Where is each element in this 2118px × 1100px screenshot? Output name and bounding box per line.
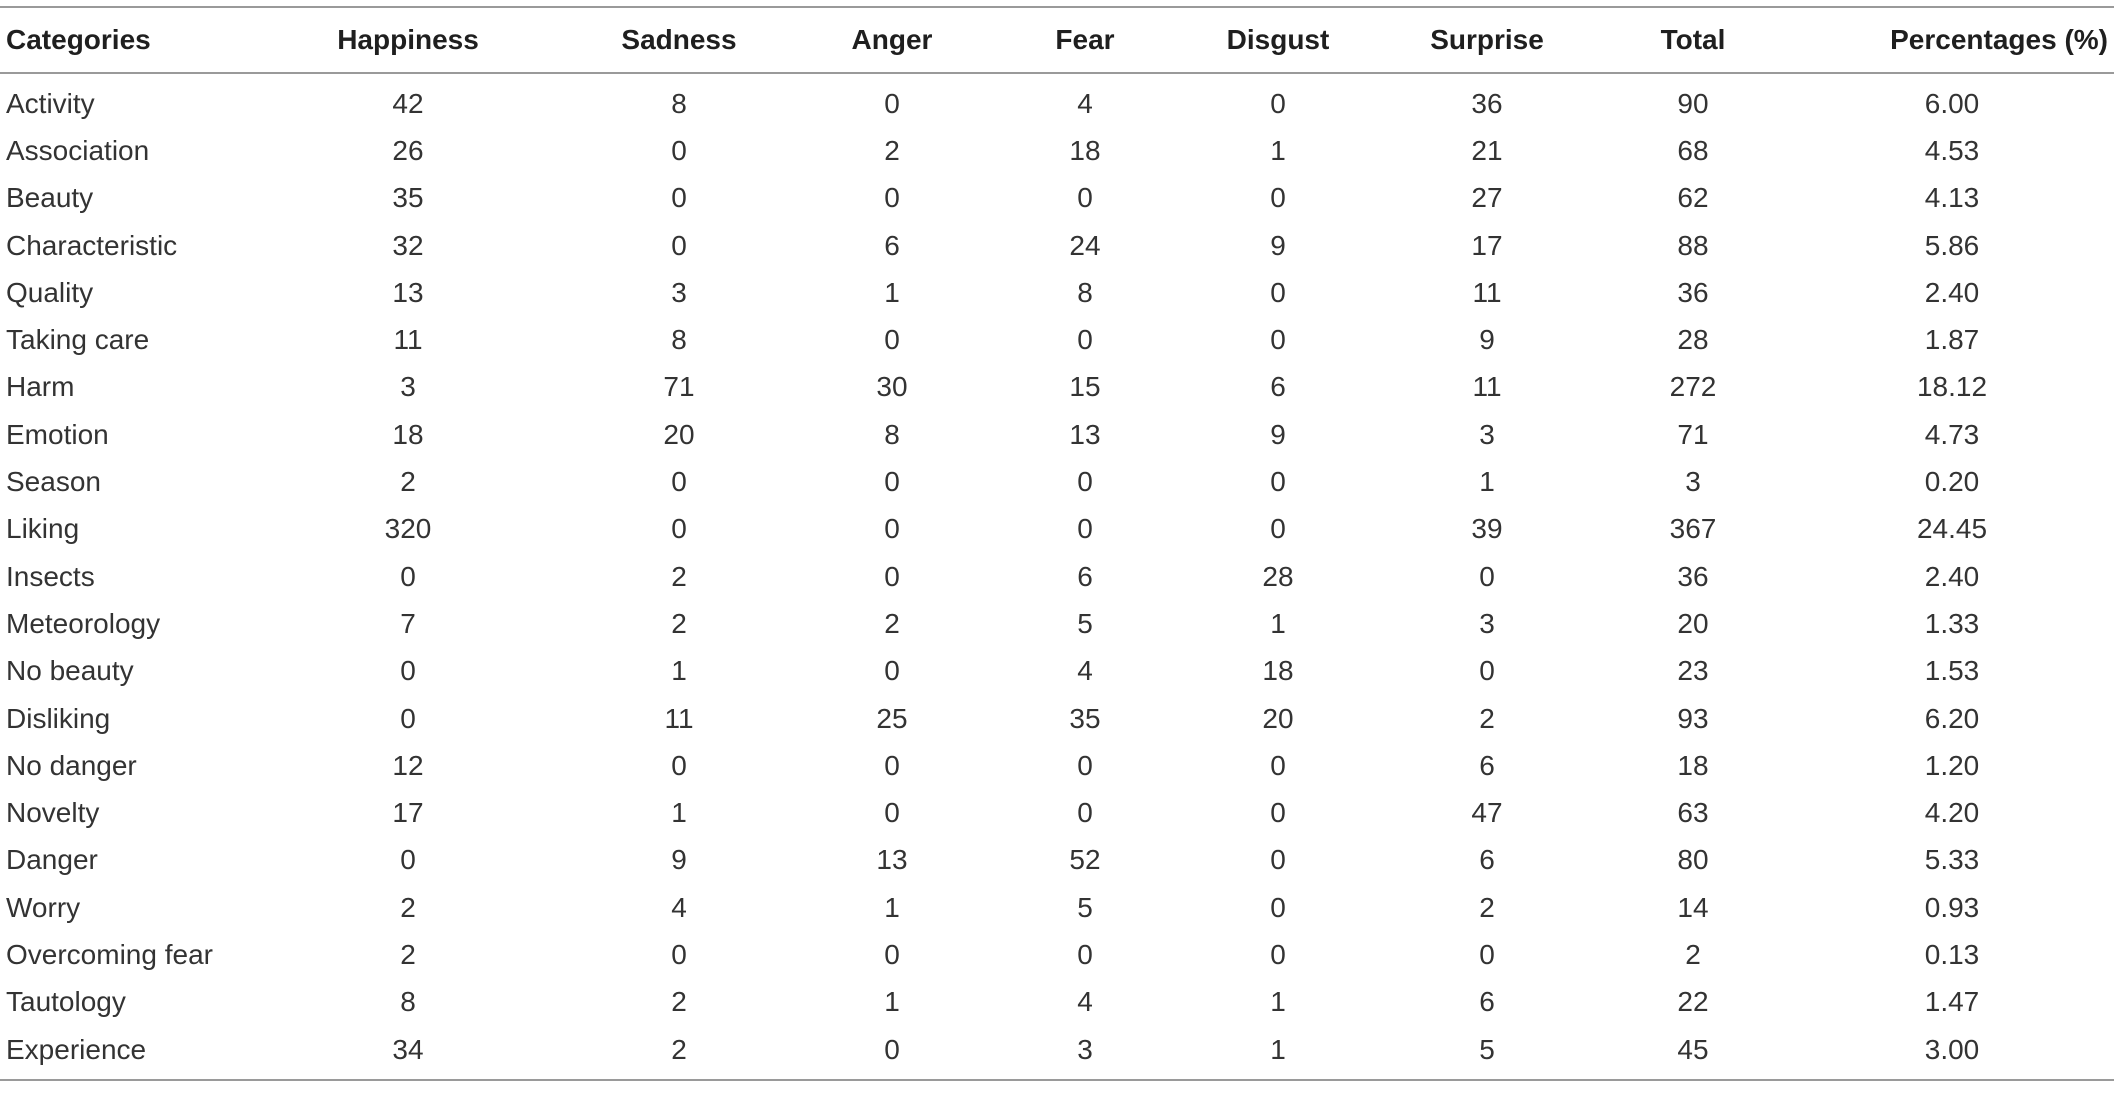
table-row: [0, 458, 2114, 505]
row-category-cell: Meteorology: [6, 607, 161, 639]
table-cell: 9: [1270, 229, 1286, 261]
table-cell: 1.33: [1924, 607, 1980, 639]
table-cell: 0: [884, 324, 900, 356]
table-cell: 0: [400, 844, 416, 876]
table-cell: 6: [1479, 986, 1495, 1018]
table-cell: 0: [400, 702, 416, 734]
table-cell: 0: [400, 560, 416, 592]
table-cell: 2.40: [1924, 276, 1980, 308]
table-cell: 2: [400, 891, 416, 923]
table-row: [0, 931, 2114, 978]
table-cell: 88: [1677, 229, 1709, 261]
table-cell: 0: [1077, 513, 1093, 545]
table-cell: 2: [400, 466, 416, 498]
table-cell: 0: [884, 182, 900, 214]
column-header: Happiness: [337, 24, 479, 55]
table-cell: 4: [1077, 87, 1093, 119]
table-cell: 0: [884, 797, 900, 829]
table-row: [0, 789, 2114, 836]
row-category-cell: Worry: [6, 891, 81, 923]
table-cell: 0: [1077, 466, 1093, 498]
table-cell: 11: [393, 324, 423, 356]
table-cell: 90: [1677, 87, 1709, 119]
row-category-cell: No beauty: [6, 655, 134, 687]
table-cell: 20: [663, 418, 695, 450]
row-category-cell: Tautology: [6, 986, 126, 1018]
table-cell: 0: [1270, 87, 1286, 119]
table-cell: 0: [1270, 276, 1286, 308]
table-row: [0, 600, 2114, 647]
table-row: [0, 506, 2114, 553]
table-cell: 1.53: [1924, 655, 1980, 687]
table-cell: 32: [392, 229, 424, 261]
table-body: [0, 73, 2114, 1080]
table-row: [0, 175, 2114, 222]
table-cell: 6.00: [1924, 87, 1980, 119]
table-cell: 2: [1479, 702, 1495, 734]
table-cell: 18: [1677, 749, 1709, 781]
table-cell: 28: [1677, 324, 1709, 356]
header-row: [0, 7, 2114, 73]
table-cell: 14: [1677, 891, 1709, 923]
table-cell: 0.13: [1924, 938, 1980, 970]
table-cell: 1: [1479, 466, 1495, 498]
table-cell: 62: [1677, 182, 1709, 214]
table-cell: 0: [671, 182, 687, 214]
table-cell: 13: [876, 844, 908, 876]
row-category-cell: Disliking: [6, 702, 111, 734]
table-cell: 11: [1472, 276, 1502, 308]
table-cell: 2: [671, 560, 687, 592]
table-row: [0, 837, 2114, 884]
table-cell: 18: [1262, 655, 1294, 687]
table-cell: 2: [1479, 891, 1495, 923]
table-cell: 30: [876, 371, 908, 403]
table-cell: 8: [884, 418, 900, 450]
row-category-cell: Novelty: [6, 797, 100, 829]
table-cell: 34: [392, 1033, 424, 1065]
table-cell: 21: [1471, 134, 1503, 166]
table-cell: 0: [1270, 844, 1286, 876]
row-category-cell: Taking care: [6, 324, 150, 356]
table-cell: 0: [1270, 891, 1286, 923]
table-cell: 1.47: [1924, 986, 1980, 1018]
table-cell: 5: [1479, 1033, 1495, 1065]
table-cell: 0: [884, 560, 900, 592]
table-cell: 8: [1077, 276, 1093, 308]
table-cell: 93: [1677, 702, 1709, 734]
table-cell: 20: [1677, 607, 1709, 639]
table-cell: 2: [884, 134, 900, 166]
column-header: Disgust: [1226, 24, 1330, 55]
table-cell: 20: [1262, 702, 1294, 734]
row-category-cell: No danger: [6, 749, 137, 781]
column-header: Percentages (%): [1890, 24, 2108, 55]
table-cell: 1: [884, 276, 900, 308]
table-cell: 367: [1669, 513, 1717, 545]
table-cell: 0: [671, 229, 687, 261]
table-cell: 6.20: [1924, 702, 1980, 734]
table-cell: 272: [1669, 371, 1717, 403]
row-category-cell: Characteristic: [6, 229, 178, 261]
table-cell: 0: [1270, 324, 1286, 356]
table-cell: 47: [1471, 797, 1503, 829]
row-category-cell: Harm: [6, 371, 75, 403]
table-cell: 3: [1479, 607, 1495, 639]
table-cell: 0: [1077, 797, 1093, 829]
table-cell: 0: [884, 1033, 900, 1065]
table-cell: 36: [1677, 276, 1709, 308]
emotion-category-table-container: [0, 6, 2114, 1081]
table-cell: 28: [1262, 560, 1294, 592]
table-cell: 0: [884, 655, 900, 687]
table-cell: 2: [884, 607, 900, 639]
table-cell: 4.53: [1924, 134, 1980, 166]
column-header: Total: [1660, 24, 1726, 55]
table-cell: 0: [884, 938, 900, 970]
table-cell: 4.20: [1924, 797, 1980, 829]
table-cell: 3: [671, 276, 687, 308]
table-cell: 0: [1077, 938, 1093, 970]
table-cell: 6: [1479, 749, 1495, 781]
table-cell: 3: [1685, 466, 1701, 498]
table-cell: 11: [1472, 371, 1502, 403]
table-cell: 2: [671, 986, 687, 1018]
table-cell: 0: [1270, 797, 1286, 829]
table-cell: 12: [392, 749, 424, 781]
table-cell: 68: [1677, 134, 1709, 166]
table-cell: 1: [1270, 986, 1286, 1018]
table-cell: 7: [400, 607, 416, 639]
table-cell: 4: [1077, 655, 1093, 687]
column-header: Fear: [1055, 24, 1115, 55]
table-cell: 1: [1270, 134, 1286, 166]
table-cell: 24.45: [1916, 513, 1988, 545]
table-cell: 4: [1077, 986, 1093, 1018]
table-cell: 0: [1077, 182, 1093, 214]
table-cell: 27: [1471, 182, 1503, 214]
table-cell: 26: [392, 134, 424, 166]
table-cell: 0: [1479, 560, 1495, 592]
row-category-cell: Emotion: [6, 418, 109, 450]
table-cell: 0: [671, 513, 687, 545]
table-cell: 5: [1077, 607, 1093, 639]
table-cell: 39: [1471, 513, 1503, 545]
table-cell: 24: [1069, 229, 1101, 261]
table-cell: 17: [1471, 229, 1503, 261]
table-cell: 17: [392, 797, 424, 829]
table-cell: 2.40: [1924, 560, 1980, 592]
row-category-cell: Insects: [6, 560, 95, 592]
table-cell: 22: [1677, 986, 1709, 1018]
table-row: [0, 695, 2114, 742]
table-cell: 320: [384, 513, 432, 545]
table-cell: 0: [400, 655, 416, 687]
table-cell: 18: [392, 418, 424, 450]
table-cell: 5: [1077, 891, 1093, 923]
table-row: [0, 269, 2114, 316]
table-row: [0, 222, 2114, 269]
table-cell: 52: [1069, 844, 1101, 876]
table-cell: 0: [671, 749, 687, 781]
table-cell: 0: [1479, 938, 1495, 970]
table-cell: 1: [671, 655, 687, 687]
table-cell: 2: [671, 607, 687, 639]
table-cell: 6: [1479, 844, 1495, 876]
table-cell: 71: [663, 371, 695, 403]
table-cell: 3: [1077, 1033, 1093, 1065]
table-row: [0, 411, 2114, 458]
table-cell: 5.86: [1924, 229, 1980, 261]
table-row: [0, 127, 2114, 174]
table-cell: 36: [1471, 87, 1503, 119]
table-cell: 36: [1677, 560, 1709, 592]
table-cell: 0: [1479, 655, 1495, 687]
table-cell: 9: [671, 844, 687, 876]
table-cell: 4.13: [1924, 182, 1980, 214]
table-cell: 6: [1077, 560, 1093, 592]
column-header: Sadness: [621, 24, 737, 55]
table-cell: 4: [671, 891, 687, 923]
table-row: [0, 316, 2114, 363]
table-row: [0, 73, 2114, 127]
table-cell: 1: [671, 797, 687, 829]
table-header: [0, 7, 2114, 73]
table-cell: 0: [884, 513, 900, 545]
column-header: Surprise: [1430, 24, 1544, 55]
row-category-cell: Activity: [6, 87, 95, 119]
table-cell: 6: [884, 229, 900, 261]
column-header: Anger: [851, 24, 933, 55]
table-cell: 80: [1677, 844, 1709, 876]
row-category-cell: Experience: [6, 1033, 147, 1065]
table-cell: 1.20: [1924, 749, 1980, 781]
table-cell: 0: [671, 134, 687, 166]
table-cell: 23: [1677, 655, 1709, 687]
table-cell: 13: [1069, 418, 1101, 450]
table-cell: 3: [400, 371, 416, 403]
table-cell: 63: [1677, 797, 1709, 829]
table-cell: 0: [884, 87, 900, 119]
table-cell: 1: [1270, 1033, 1286, 1065]
table-cell: 0: [1077, 749, 1093, 781]
row-category-cell: Overcoming fear: [6, 938, 213, 970]
table-row: [0, 553, 2114, 600]
table-cell: 3: [1479, 418, 1495, 450]
emotion-category-table: [0, 6, 2114, 1081]
table-cell: 13: [392, 276, 424, 308]
table-cell: 1: [1270, 607, 1286, 639]
table-cell: 2: [400, 938, 416, 970]
row-category-cell: Beauty: [6, 182, 94, 214]
row-category-cell: Danger: [6, 844, 98, 876]
row-category-cell: Quality: [6, 276, 94, 308]
table-cell: 0: [1270, 749, 1286, 781]
table-cell: 8: [671, 324, 687, 356]
table-cell: 0.93: [1924, 891, 1980, 923]
table-cell: 71: [1677, 418, 1709, 450]
table-cell: 9: [1479, 324, 1495, 356]
table-cell: 25: [876, 702, 908, 734]
table-cell: 15: [1069, 371, 1101, 403]
table-row: [0, 1026, 2114, 1080]
table-cell: 0: [671, 938, 687, 970]
table-row: [0, 648, 2114, 695]
table-cell: 1: [884, 891, 900, 923]
table-cell: 0: [671, 466, 687, 498]
table-cell: 35: [1069, 702, 1101, 734]
table-cell: 3.00: [1924, 1033, 1980, 1065]
column-header: Categories: [6, 24, 151, 55]
table-cell: 0: [1270, 513, 1286, 545]
table-cell: 18: [1069, 134, 1101, 166]
table-cell: 42: [392, 87, 424, 119]
table-cell: 2: [671, 1033, 687, 1065]
table-cell: 0: [1270, 182, 1286, 214]
table-cell: 4.73: [1924, 418, 1980, 450]
table-cell: 11: [664, 702, 694, 734]
table-row: [0, 979, 2114, 1026]
row-category-cell: Liking: [6, 513, 80, 545]
table-cell: 0: [1270, 938, 1286, 970]
table-cell: 8: [400, 986, 416, 1018]
table-cell: 6: [1270, 371, 1286, 403]
row-category-cell: Season: [6, 466, 101, 498]
table-row: [0, 884, 2114, 931]
table-cell: 8: [671, 87, 687, 119]
table-cell: 0: [1270, 466, 1286, 498]
table-cell: 5.33: [1924, 844, 1980, 876]
table-row: [0, 742, 2114, 789]
table-cell: 1: [884, 986, 900, 1018]
table-cell: 18.12: [1916, 371, 1988, 403]
table-cell: 2: [1685, 938, 1701, 970]
table-cell: 0.20: [1924, 466, 1980, 498]
table-row: [0, 364, 2114, 411]
row-category-cell: Association: [6, 134, 150, 166]
table-cell: 9: [1270, 418, 1286, 450]
table-cell: 0: [1077, 324, 1093, 356]
table-cell: 0: [884, 466, 900, 498]
table-cell: 45: [1677, 1033, 1709, 1065]
table-cell: 35: [392, 182, 424, 214]
table-cell: 0: [884, 749, 900, 781]
table-cell: 1.87: [1924, 324, 1980, 356]
